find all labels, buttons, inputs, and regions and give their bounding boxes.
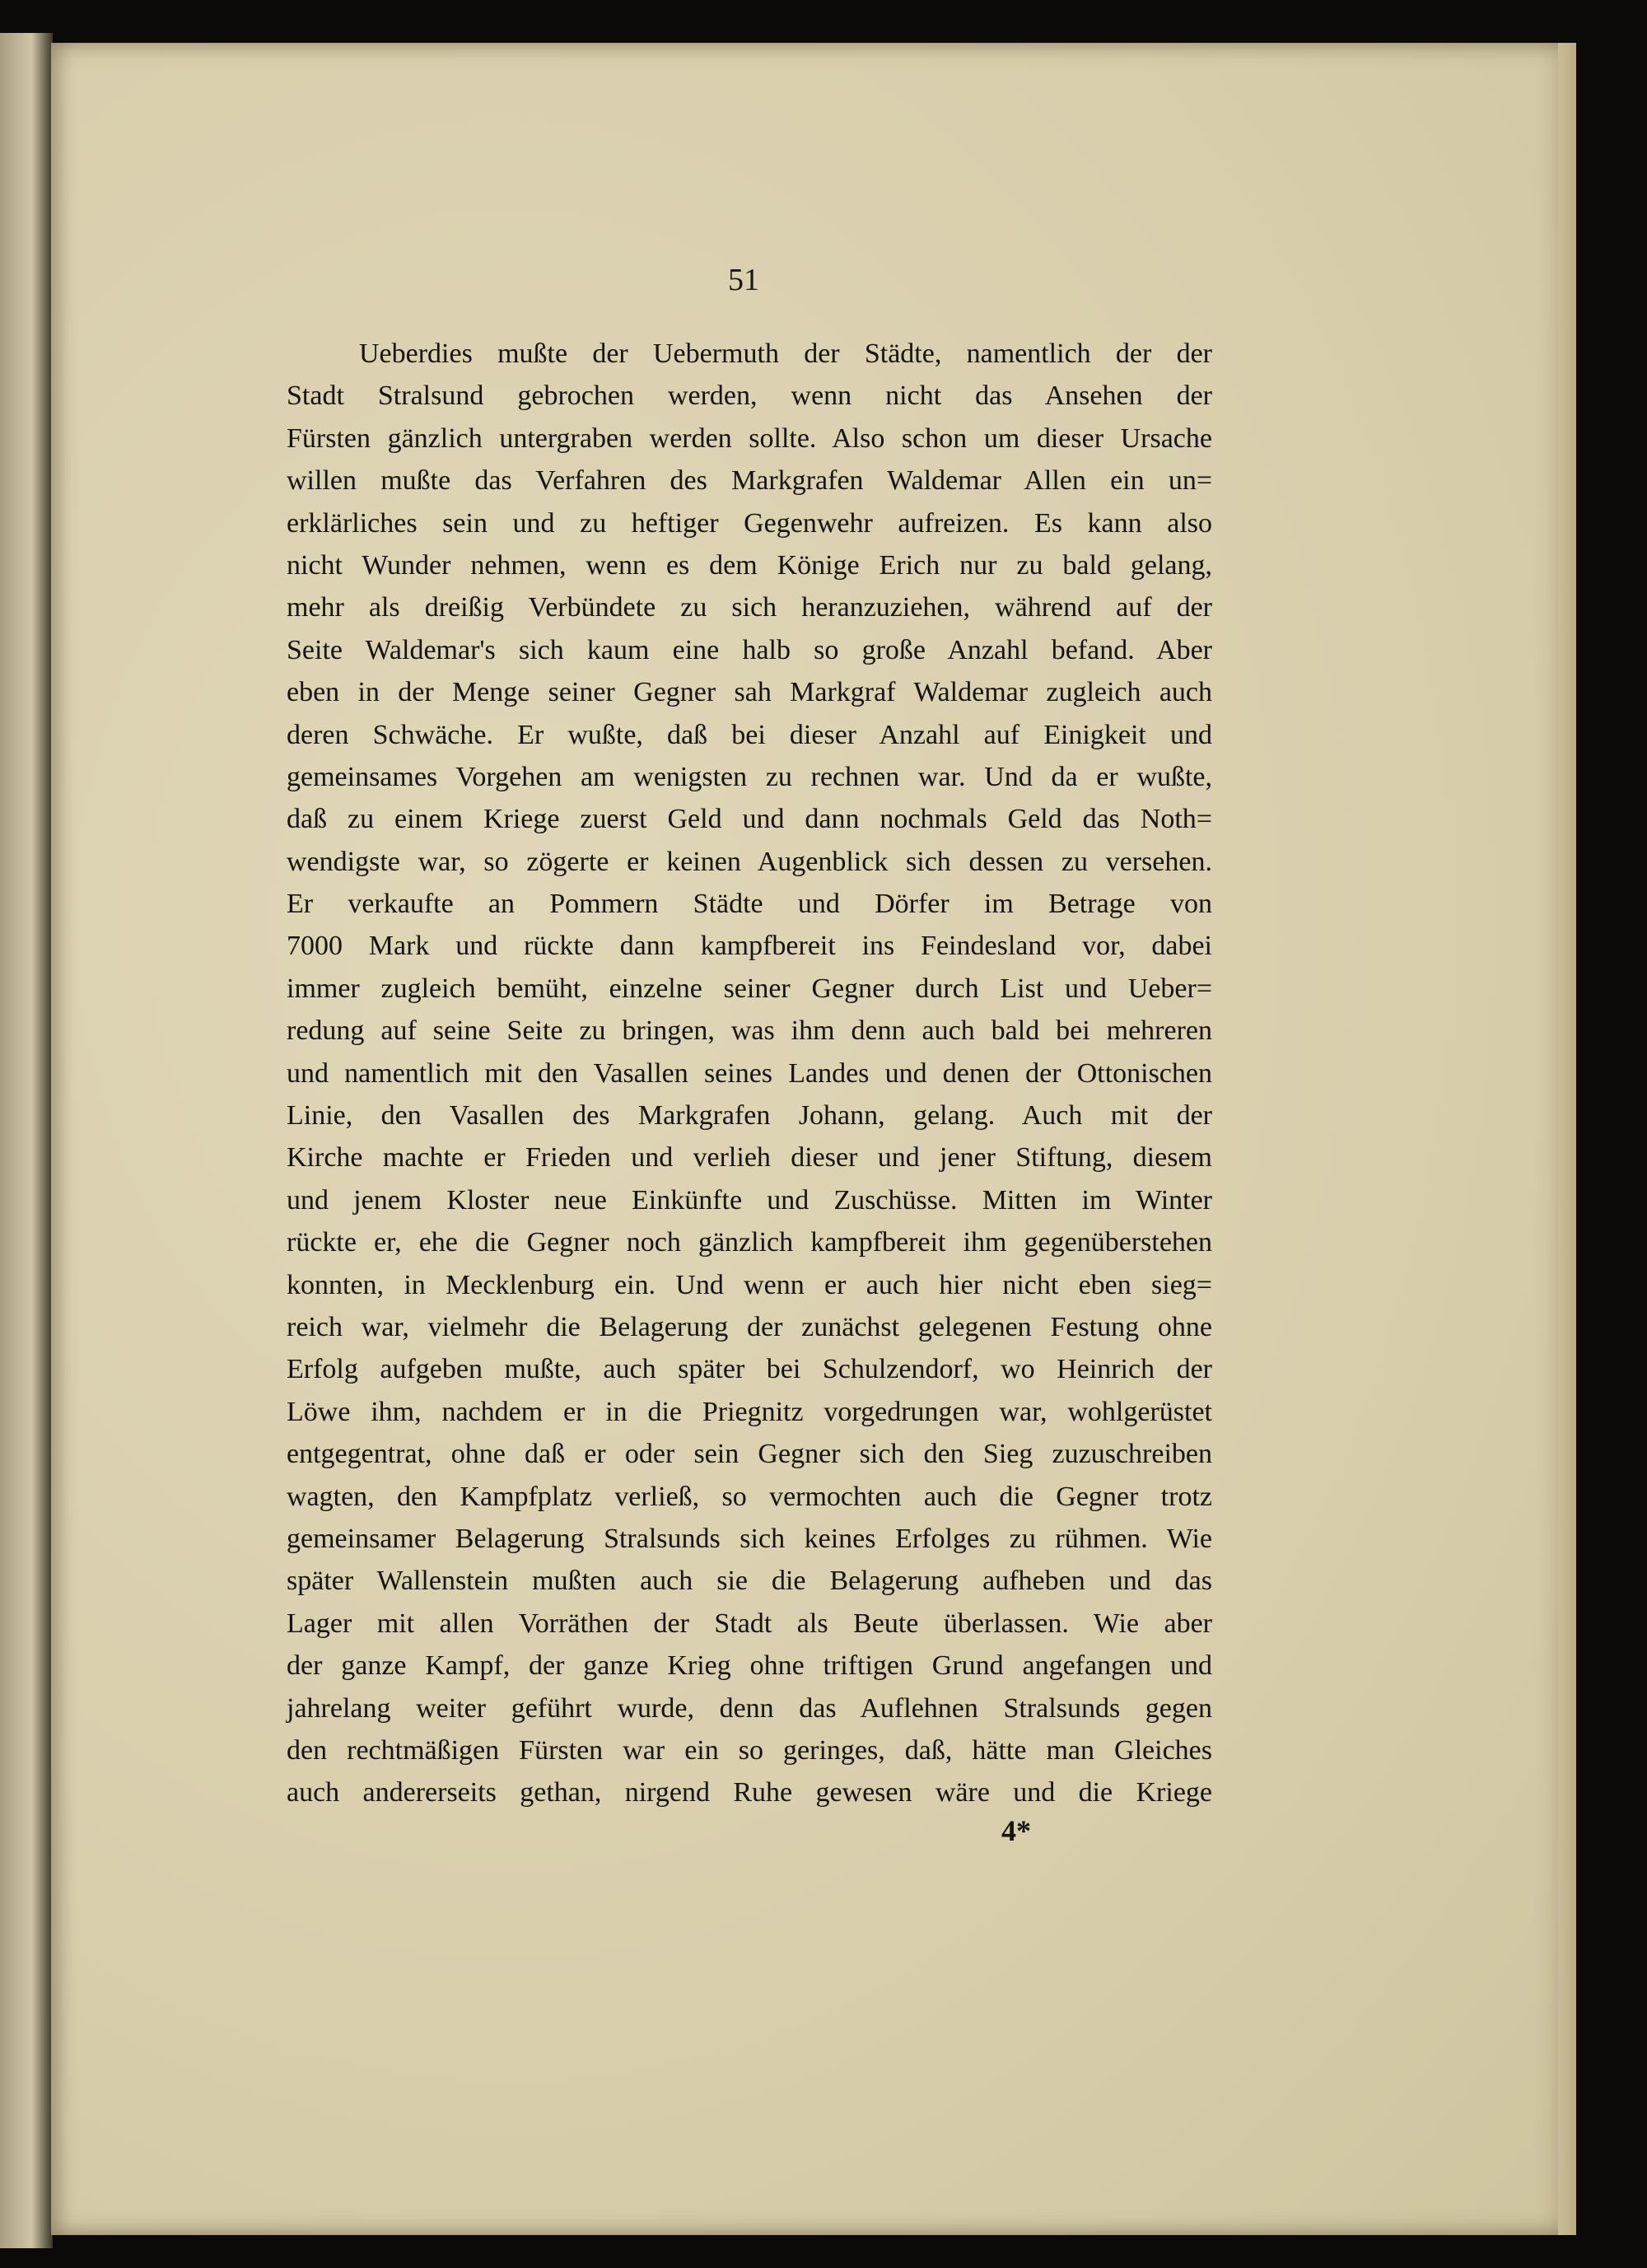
text-line: nicht Wunder nehmen, wenn es dem Könige Erich nur zu bald gelang,: [287, 549, 1212, 581]
text-line: Lager mit allen Vorräthen der Stadt als Beute überlassen. Wie aber: [287, 1608, 1212, 1639]
body-text: [287, 333, 1212, 1814]
text-line: Erfolg aufgeben mußte, auch später bei Schulzendorf, wo Heinrich der: [287, 1354, 1212, 1385]
text-line: Fürsten gänzlich untergraben werden sollte. Also schon um dieser Ursache: [287, 422, 1212, 454]
text-line: rückte er, ehe die Gegner noch gänzlich kampfbereit ihm gegenüberstehen: [287, 1227, 1212, 1258]
previous-page-edge: [0, 33, 53, 2248]
text-line: den rechtmäßigen Fürsten war ein so geringes, daß, hätte man Gleiches: [287, 1734, 1212, 1766]
text-line: später Wallenstein mußten auch sie die Belagerung aufheben und das: [287, 1566, 1212, 1597]
text-line: redung auf seine Seite zu bringen, was ihm denn auch bald bei mehreren: [287, 1015, 1212, 1047]
catchword: 4*: [1001, 1814, 1031, 1847]
text-line: deren Schwäche. Er wußte, daß bei dieser Anzahl auf Einigkeit und: [287, 719, 1212, 750]
text-line: Er verkaufte an Pommern Städte und Dörfer im Betrage von: [287, 889, 1212, 920]
text-line: und jenem Kloster neue Einkünfte und Zuschüsse. Mitten im Winter: [287, 1184, 1212, 1216]
text-line: Löwe ihm, nachdem er in die Priegnitz vorgedrungen war, wohlgerüstet: [287, 1396, 1212, 1427]
text-line: reich war, vielmehr die Belagerung der zunächst gelegenen Festung ohne: [287, 1311, 1212, 1342]
text-line: konnten, in Mecklenburg ein. Und wenn er auch hier nicht eben sieg=: [287, 1269, 1212, 1300]
page-number: 51: [728, 263, 759, 297]
text-line: Linie, den Vasallen des Markgrafen Johann, gelang. Auch mit der: [287, 1100, 1212, 1132]
text-line: eben in der Menge seiner Gegner sah Markgraf Waldemar zugleich auch: [287, 677, 1212, 708]
text-line: Kirche machte er Frieden und verlieh dieser und jener Stiftung, diesem: [287, 1142, 1212, 1174]
text-line: und namentlich mit den Vasallen seines Landes und denen der Ottonischen: [287, 1057, 1212, 1089]
text-line: willen mußte das Verfahren des Markgrafen Waldemar Allen ein un=: [287, 465, 1212, 497]
text-line: erklärliches sein und zu heftiger Gegenwehr aufreizen. Es kann also: [287, 507, 1212, 539]
text-line: der ganze Kampf, der ganze Krieg ohne triftigen Grund angefangen und: [287, 1650, 1212, 1682]
text-line: jahrelang weiter geführt wurde, denn das Auflehnen Stralsunds gegen: [287, 1692, 1212, 1724]
text-line: gemeinsames Vorgehen am wenigsten zu rechnen war. Und da er wußte,: [287, 761, 1212, 792]
text-line: auch andererseits gethan, nirgend Ruhe gewesen wäre und die Kriege: [287, 1777, 1212, 1808]
text-line: Stadt Stralsund gebrochen werden, wenn nicht das Ansehen der: [287, 380, 1212, 412]
text-line: wagten, den Kampfplatz verließ, so vermochten auch die Gegner trotz: [287, 1481, 1212, 1512]
text-line: immer zugleich bemüht, einzelne seiner Gegner durch List und Ueber=: [287, 973, 1212, 1004]
text-line: gemeinsamer Belagerung Stralsunds sich keines Erfolges zu rühmen. Wie: [287, 1523, 1212, 1554]
text-line: Seite Waldemar's sich kaum eine halb so große Anzahl befand. Aber: [287, 634, 1212, 665]
page-edge: [1558, 43, 1576, 2235]
text-line: Ueberdies mußte der Uebermuth der Städte, namentlich der der: [359, 338, 1212, 369]
text-line: entgegentrat, ohne daß er oder sein Gegner sich den Sieg zuzuschreiben: [287, 1439, 1212, 1470]
text-line: 7000 Mark und rückte dann kampfbereit ins Feindesland vor, dabei: [287, 931, 1212, 962]
text-line: mehr als dreißig Verbündete zu sich heranzuziehen, während auf der: [287, 592, 1212, 623]
text-line: wendigste war, so zögerte er keinen Augenblick sich dessen zu versehen.: [287, 846, 1212, 877]
text-line: daß zu einem Kriege zuerst Geld und dann nochmals Geld das Noth=: [287, 804, 1212, 835]
